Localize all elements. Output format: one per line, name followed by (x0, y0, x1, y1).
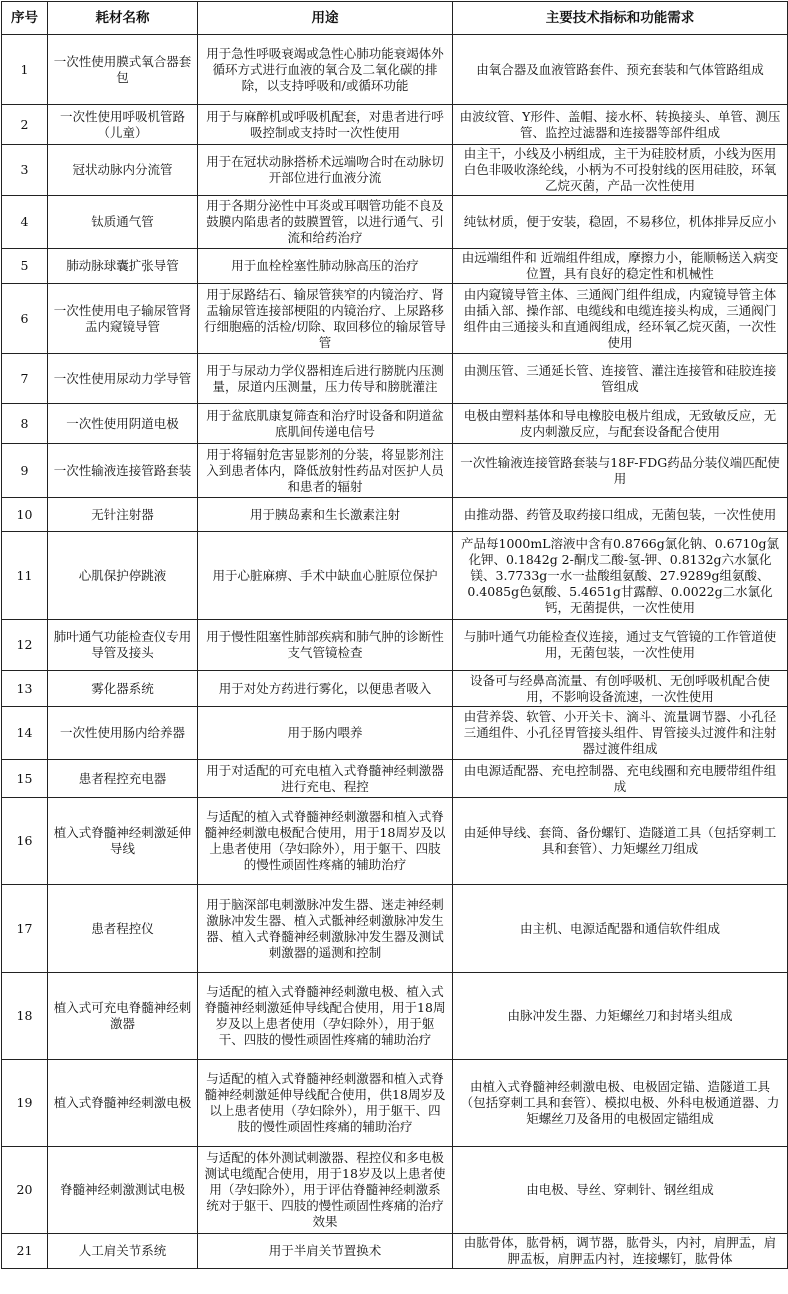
item-spec-cell: 由波纹管、Y形件、盖帽、接水杯、转换接头、单管、测压管、监控过滤器和连接器等部件组成 (453, 105, 788, 145)
table-row (2, 249, 788, 284)
row-number-cell: 21 (2, 1234, 48, 1269)
item-name-cell: 冠状动脉内分流管 (48, 145, 198, 196)
table-row (2, 354, 788, 404)
item-spec-cell: 由脉冲发生器、力矩螺丝刀和封堵头组成 (453, 973, 788, 1060)
item-use-cell: 用于脑深部电刺激脉冲发生器、迷走神经刺激脉冲发生器、植入式骶神经刺激脉冲发生器、植入式脊髓神经刺激脉冲发生器及测试刺激器的遥测和控制 (198, 885, 453, 973)
row-number-cell: 16 (2, 798, 48, 885)
row-number-cell: 20 (2, 1147, 48, 1234)
item-name-cell: 患者程控仪 (48, 885, 198, 973)
row-number-cell: 10 (2, 498, 48, 532)
item-name-cell: 人工肩关节系统 (48, 1234, 198, 1269)
header-spec: 主要技术指标和功能需求 (453, 2, 788, 35)
item-use-cell: 用于尿路结石、输尿管狭窄的内镜治疗、肾盂输尿管连接部梗阻的内镜治疗、上尿路移行细胞癌的活检/切除、取回移位的输尿管导管 (198, 284, 453, 354)
item-spec-cell: 纯钛材质，便于安装，稳固，不易移位，机体排异反应小 (453, 196, 788, 249)
item-name-cell: 一次性使用尿动力学导管 (48, 354, 198, 404)
item-spec-cell: 由内窥镜导管主体、三通阀门组件组成，内窥镜导管主体由插入部、操作部、电缆线和电缆连接头构成，三通阀门组件由三通接头和直通阀组成，经环氧乙烷灭菌，一次性使用 (453, 284, 788, 354)
row-number-cell: 5 (2, 249, 48, 284)
row-number-cell: 19 (2, 1060, 48, 1147)
item-use-cell: 用于对处方药进行雾化，以便患者吸入 (198, 671, 453, 707)
item-name-cell: 一次性使用电子输尿管肾盂内窥镜导管 (48, 284, 198, 354)
item-spec-cell: 电极由塑料基体和导电橡胶电极片组成，无致敏反应，无皮内刺激反应，与配套设备配合使用 (453, 404, 788, 444)
table-row (2, 707, 788, 760)
row-number-cell: 13 (2, 671, 48, 707)
row-number-cell: 9 (2, 444, 48, 498)
item-name-cell: 患者程控充电器 (48, 760, 198, 798)
table-row (2, 671, 788, 707)
row-number-cell: 17 (2, 885, 48, 973)
row-number-cell: 7 (2, 354, 48, 404)
item-use-cell: 用于肠内喂养 (198, 707, 453, 760)
item-spec-cell: 由测压管、三通延长管、连接管、灌注连接管和硅胶连接管组成 (453, 354, 788, 404)
row-number-cell: 14 (2, 707, 48, 760)
item-use-cell: 与适配的植入式脊髓神经刺激器和植入式脊髓神经刺激电极配合使用，用于18周岁及以上患者使用（孕妇除外），用于躯干、四肢的慢性顽固性疼痛的辅助治疗 (198, 798, 453, 885)
item-use-cell: 用于慢性阻塞性肺部疾病和肺气肿的诊断性支气管镜检查 (198, 620, 453, 671)
row-number-cell: 15 (2, 760, 48, 798)
item-spec-cell: 由主干，小线及小柄组成，主干为硅胶材质，小线为医用白色非吸收涤纶线，小柄为不可投射线的医用硅胶，环氧乙烷灭菌，产品一次性使用 (453, 145, 788, 196)
item-spec-cell: 由氧合器及血液管路套件、预充套装和气体管路组成 (453, 35, 788, 105)
item-use-cell: 与适配的植入式脊髓神经刺激电极、植入式脊髓神经刺激延伸导线配合使用，用于18周岁及以上患者使用（孕妇除外），用于躯干、四肢的慢性顽固性疼痛的辅助治疗 (198, 973, 453, 1060)
item-use-cell: 用于半肩关节置换术 (198, 1234, 453, 1269)
table-row (2, 798, 788, 885)
item-name-cell: 一次性使用肠内给养器 (48, 707, 198, 760)
table-row (2, 498, 788, 532)
item-name-cell: 脊髓神经刺激测试电极 (48, 1147, 198, 1234)
item-name-cell: 肺动脉球囊扩张导管 (48, 249, 198, 284)
item-spec-cell: 产品每1000mL溶液中含有0.8766g氯化钠、0.6710g氯化钾、0.1842g 2-酮戊二酸-氢-钾、0.8132g六水氯化镁、3.7733g一水一盐酸组氨酸、27.9289g组氨酸、0.4085g色氨酸、5.4651g甘露醇、0.0022g二水氯化钙，无菌提供，一次性使用 (453, 532, 788, 620)
item-name-cell: 植入式脊髓神经刺激延伸导线 (48, 798, 198, 885)
item-spec-cell: 由电源适配器、充电控制器、充电线圈和充电腰带组件组成 (453, 760, 788, 798)
table-row (2, 196, 788, 249)
item-name-cell: 植入式脊髓神经刺激电极 (48, 1060, 198, 1147)
row-number-cell: 11 (2, 532, 48, 620)
item-spec-cell: 一次性输液连接管路套装与18F-FDG药品分装仪端匹配使用 (453, 444, 788, 498)
item-name-cell: 植入式可充电脊髓神经刺激器 (48, 973, 198, 1060)
item-use-cell: 用于血栓栓塞性肺动脉高压的治疗 (198, 249, 453, 284)
table-body (2, 35, 788, 1269)
table-row (2, 404, 788, 444)
item-spec-cell: 与肺叶通气功能检查仪连接，通过支气管镜的工作管道使用，无菌包装，一次性使用 (453, 620, 788, 671)
row-number-cell: 8 (2, 404, 48, 444)
table-row (2, 973, 788, 1060)
table-row (2, 444, 788, 498)
item-use-cell: 用于急性呼吸衰竭或急性心肺功能衰竭体外循环方式进行血液的氧合及二氧化碳的排除，以支持呼吸和/或循环功能 (198, 35, 453, 105)
item-use-cell: 用于各期分泌性中耳炎或耳咽管功能不良及鼓膜内陷患者的鼓膜置管，以进行通气、引流和给药治疗 (198, 196, 453, 249)
table-row (2, 284, 788, 354)
item-name-cell: 钛质通气管 (48, 196, 198, 249)
item-use-cell: 用于对适配的可充电植入式脊髓神经刺激器进行充电、程控 (198, 760, 453, 798)
item-use-cell: 用于与麻醉机或呼吸机配套，对患者进行呼吸控制或支持时一次性使用 (198, 105, 453, 145)
table-row (2, 1147, 788, 1234)
item-name-cell: 一次性输液连接管路套装 (48, 444, 198, 498)
table-row (2, 145, 788, 196)
item-use-cell: 用于在冠状动脉搭桥术远端吻合时在动脉切开部位进行血液分流 (198, 145, 453, 196)
row-number-cell: 4 (2, 196, 48, 249)
row-number-cell: 1 (2, 35, 48, 105)
table-row (2, 532, 788, 620)
item-use-cell: 用于将辐射危害显影剂的分装，将显影剂注入到患者体内，降低放射性药品对医护人员和患者的辐射 (198, 444, 453, 498)
table-row (2, 620, 788, 671)
item-name-cell: 雾化器系统 (48, 671, 198, 707)
item-spec-cell: 由植入式脊髓神经刺激电极、电极固定锚、造隧道工具（包括穿刺工具和套管）、模拟电极、外科电极通道器、力矩螺丝刀及备用的电极固定锚组成 (453, 1060, 788, 1147)
item-use-cell: 用于心脏麻痹、手术中缺血心脏原位保护 (198, 532, 453, 620)
row-number-cell: 12 (2, 620, 48, 671)
consumables-table (1, 1, 788, 1269)
table-row (2, 885, 788, 973)
item-name-cell: 一次性使用膜式氧合器套包 (48, 35, 198, 105)
item-spec-cell: 由延伸导线、套筒、备份螺钉、造隧道工具（包括穿刺工具和套管）、力矩螺丝刀组成 (453, 798, 788, 885)
table-row (2, 1060, 788, 1147)
item-use-cell: 与适配的体外测试刺激器、程控仪和多电极测试电缆配合使用，用于18岁及以上患者使用（孕妇除外），用于评估脊髓神经刺激系统对于躯干、四肢的慢性顽固性疼痛的治疗效果 (198, 1147, 453, 1234)
header-no: 序号 (2, 2, 48, 35)
item-spec-cell: 由电极、导丝、穿刺针、钢丝组成 (453, 1147, 788, 1234)
table-header-row (2, 2, 788, 35)
table-row (2, 105, 788, 145)
header-use: 用途 (198, 2, 453, 35)
item-spec-cell: 由肱骨体，肱骨柄，调节器，肱骨头，内衬，肩胛盂，肩胛盂板，肩胛盂内衬，连接螺钉，肱骨体 (453, 1234, 788, 1269)
table-row (2, 1234, 788, 1269)
item-name-cell: 心肌保护停跳液 (48, 532, 198, 620)
item-use-cell: 用于与尿动力学仪器相连后进行膀胱内压测量，尿道内压测量，压力传导和膀胱灌注 (198, 354, 453, 404)
item-spec-cell: 由推动器、药管及取药接口组成，无菌包装，一次性使用 (453, 498, 788, 532)
item-use-cell: 用于胰岛素和生长激素注射 (198, 498, 453, 532)
item-use-cell: 与适配的植入式脊髓神经刺激器和植入式脊髓神经刺激延伸导线配合使用，供18周岁及以上患者使用（孕妇除外），用于躯干、四肢的慢性顽固性疼痛的辅助治疗 (198, 1060, 453, 1147)
item-spec-cell: 设备可与经鼻高流量、有创呼吸机、无创呼吸机配合使用，不影响设备流速，一次性使用 (453, 671, 788, 707)
row-number-cell: 2 (2, 105, 48, 145)
item-spec-cell: 由营养袋、软管、小开关卡、滴斗、流量调节器、小孔径三通组件、小孔径胃管接头组件、胃管接头过渡件和注射器过渡件组成 (453, 707, 788, 760)
item-spec-cell: 由远端组件和 近端组件组成，摩擦力小，能顺畅送入病变位置，具有良好的稳定性和机械性 (453, 249, 788, 284)
item-name-cell: 一次性使用阴道电极 (48, 404, 198, 444)
table-row (2, 760, 788, 798)
item-name-cell: 一次性使用呼吸机管路（儿童） (48, 105, 198, 145)
item-name-cell: 肺叶通气功能检查仪专用导管及接头 (48, 620, 198, 671)
row-number-cell: 6 (2, 284, 48, 354)
row-number-cell: 3 (2, 145, 48, 196)
table-row (2, 35, 788, 105)
row-number-cell: 18 (2, 973, 48, 1060)
item-spec-cell: 由主机、电源适配器和通信软件组成 (453, 885, 788, 973)
header-name: 耗材名称 (48, 2, 198, 35)
item-use-cell: 用于盆底肌康复筛查和治疗时设备和阴道盆底肌间传递电信号 (198, 404, 453, 444)
item-name-cell: 无针注射器 (48, 498, 198, 532)
